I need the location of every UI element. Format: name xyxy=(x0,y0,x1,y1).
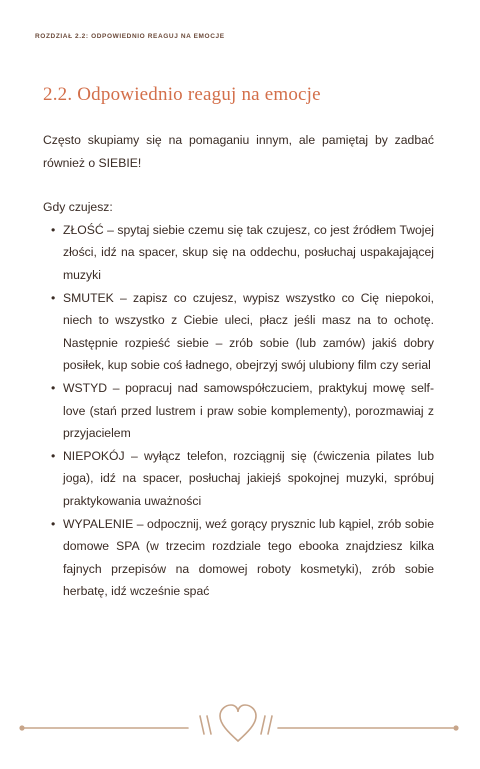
list-item: • WSTYD – popracuj nad samowspółczuciem, praktykuj mowę self-love (stań przed lustrem i praw sobie komplementy), porozmawiaj z przyjacielem xyxy=(43,377,434,445)
list-item: • WYPALENIE – odpocznij, weź gorący prysznic lub kąpiel, zrób sobie domowe SPA (w trzecim rozdziale tego ebooka znajdziesz kilka fajnych przepisów na domowej roboty kosmetyki), zrób sobie herbatę, idź wcześnie spać xyxy=(43,513,434,603)
content xyxy=(43,129,434,603)
list-item: • ZŁOŚĆ – spytaj siebie czemu się tak czujesz, co jest źródłem Twojej złości, idź na spacer, skup się na oddechu, posłuchaj uspakajającej muzyki xyxy=(43,219,434,287)
intro-paragraph: Często skupiamy się na pomaganiu innym, ale pamiętaj by zadbać również o SIEBIE! xyxy=(43,133,434,170)
list-item: • SMUTEK – zapisz co czujesz, wypisz wszystko co Cię niepokoi, niech to wszystko z Ciebie uleci, płacz jeśli masz na to ochotę. Następnie rozpieść siebie – zrób sobie (lub zamów) jakiś dobry posiłek, kup sobie coś ładnego, obejrzyj swój ulubiony film czy serial xyxy=(43,287,434,377)
section-title: 2.2. Odpowiednio reaguj na emocje xyxy=(43,84,321,105)
list-item: • NIEPOKÓJ – wyłącz telefon, rozciągnij się (ćwiczenia pilates lub joga), idź na spacer, posłuchaj jakiejś spokojnej muzyki, spróbuj praktykowania uważności xyxy=(43,445,434,513)
running-header: ROZDZIAŁ 2.2: ODPOWIEDNIO REAGUJ NA EMOCJE xyxy=(35,33,225,40)
emotion-list xyxy=(43,219,434,603)
list-lead: Gdy czujesz: xyxy=(43,200,113,215)
heart-divider-icon xyxy=(0,692,480,752)
